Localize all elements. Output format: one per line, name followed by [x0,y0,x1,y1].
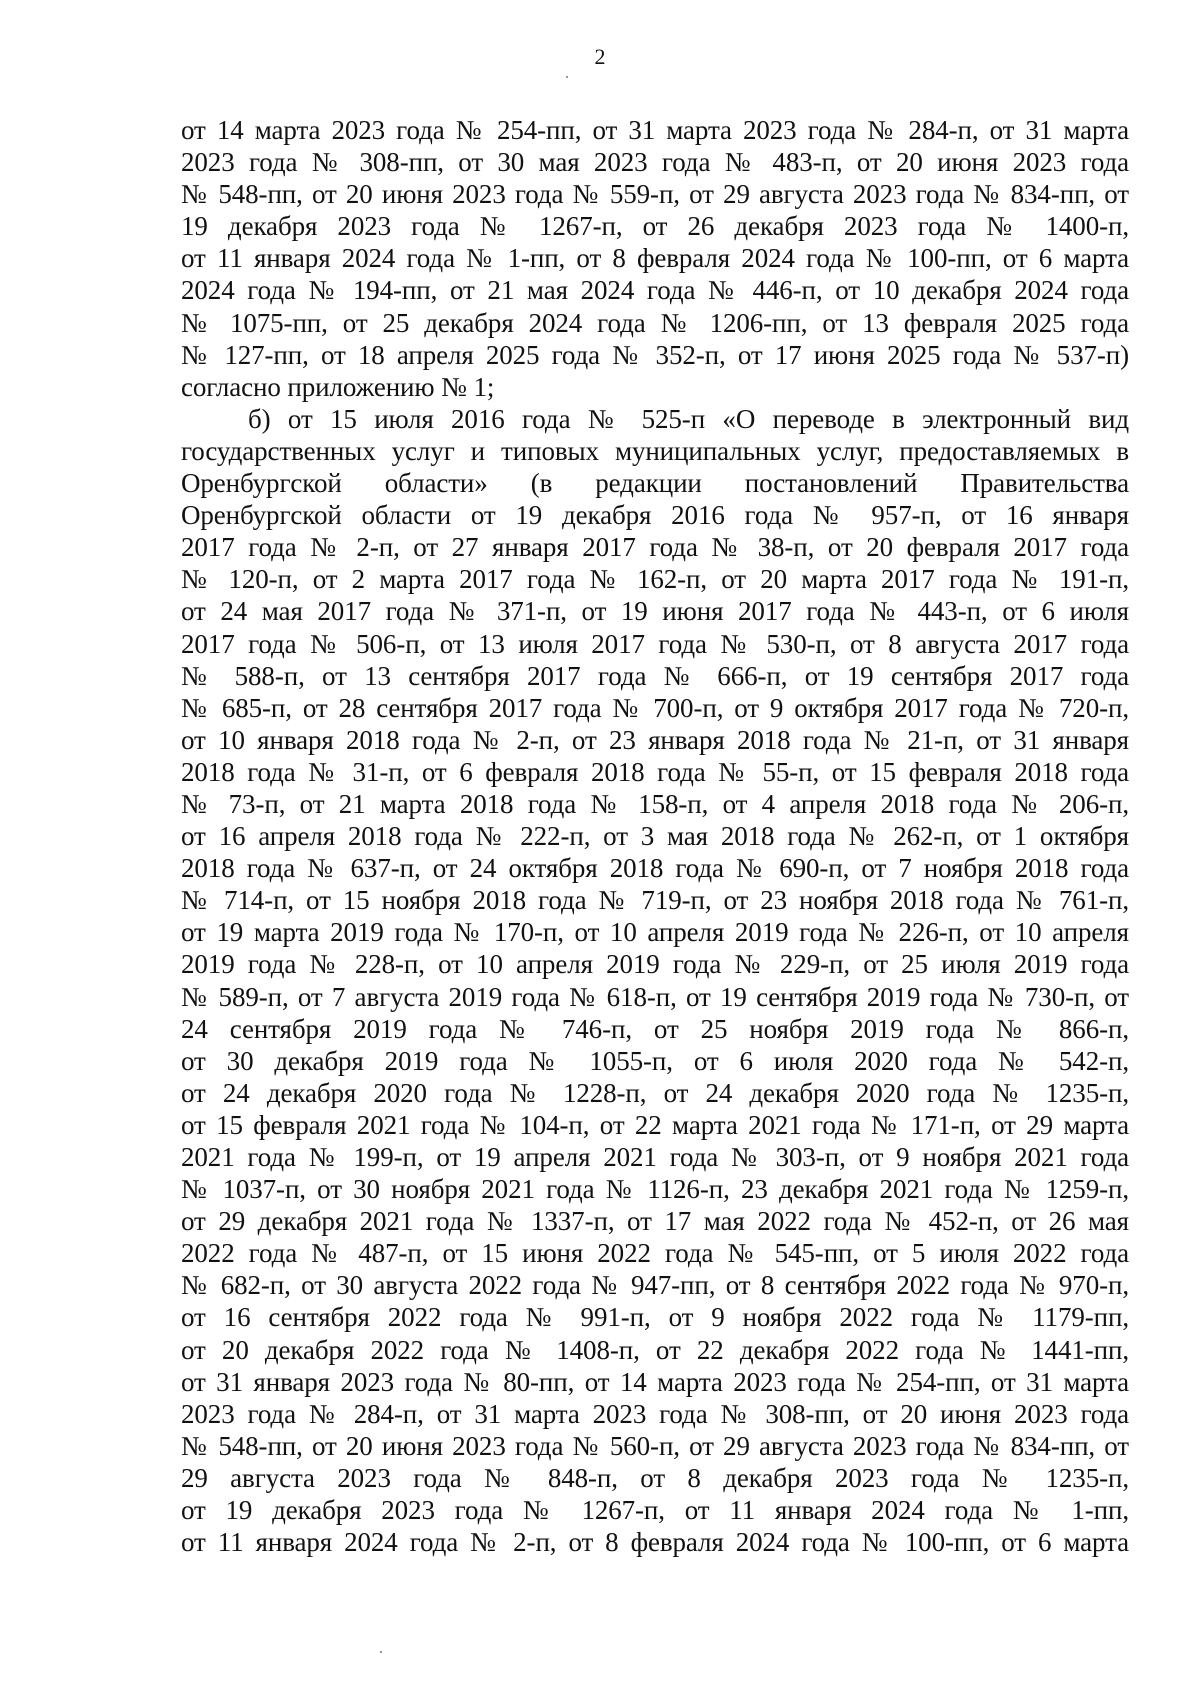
document-body [181,114,1129,1558]
text-line: от 11 января 2024 года № 2-п, от 8 февраля 2024 года № 100-пп, от 6 марта [181,1527,1129,1558]
text-line: от 14 марта 2023 года № 254-пп, от 31 марта 2023 года № 284-п, от 31 марта [181,115,1129,145]
text-line: от 16 сентября 2022 года № 991-п, от 9 ноября 2022 года № 1179-пп, [181,1302,1129,1333]
scan-speck [566,76,568,78]
text-line: 24 сентября 2019 года № 746-п, от 25 ноября 2019 года № 866-п, [181,1013,1129,1044]
text-line: от 15 февраля 2021 года № 104-п, от 22 марта 2021 года № 171-п, от 29 марта [181,1109,1129,1140]
text-line: государственных услуг и типовых муниципальных услуг, предоставляемых в [181,435,1129,466]
text-line: от 16 апреля 2018 года № 222-п, от 3 мая 2018 года № 262-п, от 1 октября [181,821,1129,852]
text-line: от 31 января 2023 года № 80-пп, от 14 марта 2023 года № 254-пп, от 31 марта [181,1366,1129,1397]
text-line: № 1037-п, от 30 ноября 2021 года № 1126-п, 23 декабря 2021 года № 1259-п, [181,1174,1129,1205]
text-line: от 24 декабря 2020 года № 1228-п, от 24 декабря 2020 года № 1235-п, [181,1077,1129,1108]
text-line: Оренбургской области» (в редакции постановлений Правительства [181,468,1129,499]
text-line: от 29 декабря 2021 года № 1337-п, от 17 мая 2022 года № 452-п, от 26 мая [181,1206,1129,1237]
text-line: Оренбургской области от 19 декабря 2016 года № 957-п, от 16 января [181,500,1129,531]
text-line: № 127-пп, от 18 апреля 2025 года № 352-п, от 17 июня 2025 года № 537-п) [181,339,1129,370]
text-line: № 1075-пп, от 25 декабря 2024 года № 1206-пп, от 13 февраля 2025 года [181,307,1129,338]
text-line: от 10 января 2018 года № 2-п, от 23 января 2018 года № 21-п, от 31 января [181,724,1129,755]
text-line: от 20 декабря 2022 года № 1408-п, от 22 декабря 2022 года № 1441-пп, [181,1334,1129,1365]
text-line: от 11 января 2024 года № 1-пп, от 8 февраля 2024 года № 100-пп, от 6 марта [181,243,1129,274]
text-line: 2023 года № 284-п, от 31 марта 2023 года № 308-пп, от 20 июня 2023 года [181,1398,1129,1429]
text-line: № 548-пп, от 20 июня 2023 года № 559-п, от 29 августа 2023 года № 834-пп, от [181,179,1129,210]
text-line: № 73-п, от 21 марта 2018 года № 158-п, от 4 апреля 2018 года № 206-п, [181,788,1129,819]
text-line: согласно приложению № 1; [181,371,495,402]
text-line: 2024 года № 194-пп, от 21 мая 2024 года № 446-п, от 10 декабря 2024 года [181,275,1129,306]
text-line: № 548-пп, от 20 июня 2023 года № 560-п, от 29 августа 2023 года № 834-пп, от [181,1430,1129,1461]
text-line: № 588-п, от 13 сентября 2017 года № 666-п, от 19 сентября 2017 года [181,660,1129,691]
text-line: 2017 года № 2-п, от 27 января 2017 года № 38-п, от 20 февраля 2017 года [181,532,1129,563]
text-line: 2017 года № 506-п, от 13 июля 2017 года № 530-п, от 8 августа 2017 года [181,628,1129,659]
text-line: 19 декабря 2023 года № 1267-п, от 26 декабря 2023 года № 1400-п, [181,211,1129,242]
text-line: от 19 марта 2019 года № 170-п, от 10 апреля 2019 года № 226-п, от 10 апреля [181,917,1129,948]
text-line: № 714-п, от 15 ноября 2018 года № 719-п, от 23 ноября 2018 года № 761-п, [181,885,1129,916]
text-line: 2019 года № 228-п, от 10 апреля 2019 года № 229-п, от 25 июля 2019 года [181,949,1129,980]
text-line: 2018 года № 31-п, от 6 февраля 2018 года № 55-п, от 15 февраля 2018 года [181,756,1129,787]
text-line: от 30 декабря 2019 года № 1055-п, от 6 июля 2020 года № 542-п, [181,1045,1129,1076]
text-line: 29 августа 2023 года № 848-п, от 8 декабря 2023 года № 1235-п, [181,1462,1129,1493]
scan-speck [380,1651,382,1653]
text-line: 2018 года № 637-п, от 24 октября 2018 года № 690-п, от 7 ноября 2018 года [181,853,1129,884]
text-line: № 682-п, от 30 августа 2022 года № 947-пп, от 8 сентября 2022 года № 970-п, [181,1270,1129,1301]
text-line: № 685-п, от 28 сентября 2017 года № 700-п, от 9 октября 2017 года № 720-п, [181,692,1129,723]
page-number: 2 [594,44,606,69]
text-line: от 19 декабря 2023 года № 1267-п, от 11 января 2024 года № 1-пп, [181,1495,1129,1526]
text-line: № 589-п, от 7 августа 2019 года № 618-п, от 19 сентября 2019 года № 730-п, от [181,981,1129,1012]
paragraph-start-line: б) от 15 июля 2016 года № 525-п «О переводе в электронный вид [248,403,1129,434]
text-line: 2021 года № 199-п, от 19 апреля 2021 года № 303-п, от 9 ноября 2021 года [181,1142,1129,1172]
text-line: от 24 мая 2017 года № 371-п, от 19 июня 2017 года № 443-п, от 6 июля [181,596,1129,627]
text-line: 2022 года № 487-п, от 15 июня 2022 года № 545-пп, от 5 июля 2022 года [181,1238,1129,1269]
text-line: 2023 года № 308-пп, от 30 мая 2023 года № 483-п, от 20 июня 2023 года [181,147,1129,178]
text-line: № 120-п, от 2 марта 2017 года № 162-п, от 20 марта 2017 года № 191-п, [181,564,1129,595]
